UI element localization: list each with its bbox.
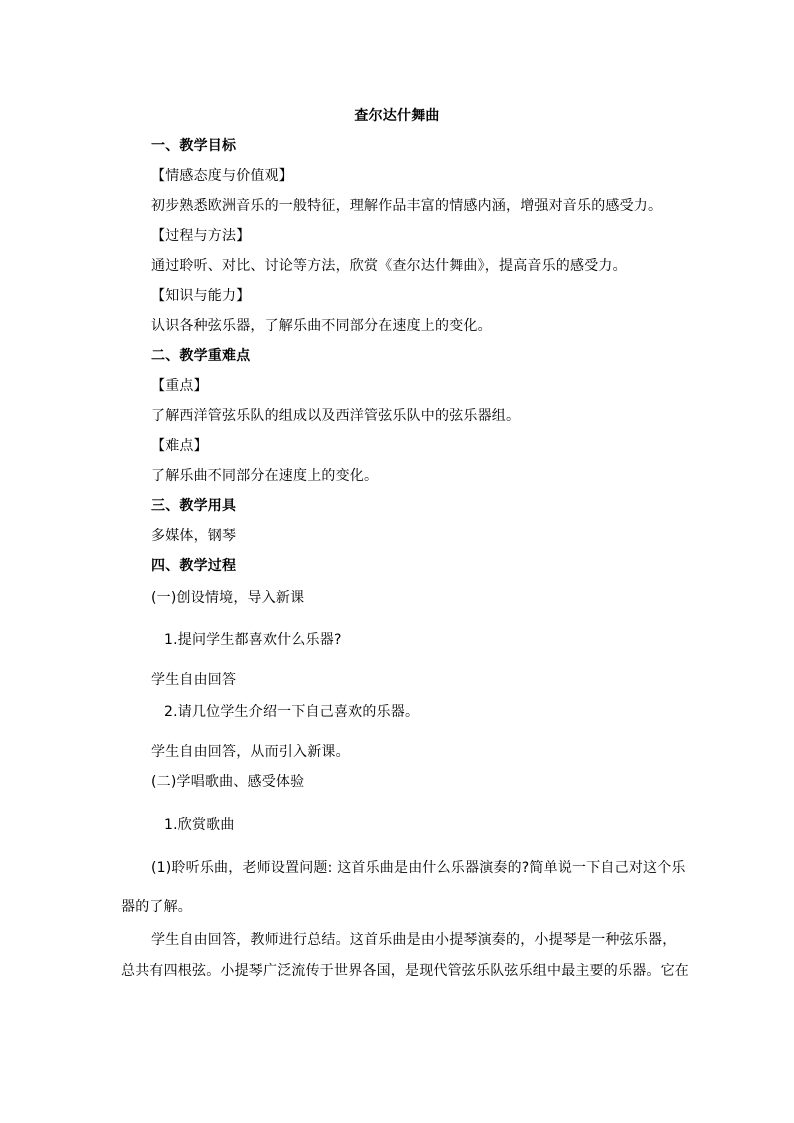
step-1: 1.欣赏歌曲 — [164, 817, 235, 833]
subsection-label-process: 【过程与方法】 — [151, 228, 251, 244]
document-title: 查尔达什舞曲 — [354, 108, 440, 124]
part-heading-intro: (一)创设情境，导入新课 — [151, 590, 305, 606]
subsection-label-focus: 【重点】 — [151, 378, 208, 394]
section-heading-objectives: 一、教学目标 — [151, 138, 237, 154]
section-heading-tools: 三、教学用具 — [151, 498, 237, 514]
subsection-label-knowledge: 【知识与能力】 — [151, 288, 251, 304]
answer-1: 学生自由回答 — [151, 672, 237, 688]
section-heading-key-points: 二、教学重难点 — [151, 348, 251, 364]
subsection-label-difficulty: 【难点】 — [151, 438, 208, 454]
subsection-label-attitude: 【情感态度与价值观】 — [151, 168, 293, 184]
paragraph-listen-line-1: (1)聆听乐曲，老师设置问题: 这首乐曲是由什么乐器演奏的?简单说一下自己对这个乐 — [151, 860, 686, 876]
paragraph-focus: 了解西洋管弦乐队的组成以及西洋管弦乐队中的弦乐器组。 — [151, 408, 521, 424]
paragraph-process: 通过聆听、对比、讨论等方法，欣赏《查尔达什舞曲》，提高音乐的感受力。 — [151, 258, 627, 274]
paragraph-summary-line-1: 学生自由回答，教师进行总结。这首乐曲是由小提琴演奏的，小提琴是一种弦乐器， — [151, 932, 677, 948]
section-heading-process: 四、教学过程 — [151, 558, 237, 574]
paragraph-knowledge: 认识各种弦乐器，了解乐曲不同部分在速度上的变化。 — [151, 318, 492, 334]
paragraph-tools: 多媒体，钢琴 — [151, 528, 237, 544]
answer-2: 学生自由回答，从而引入新课。 — [151, 744, 350, 760]
paragraph-listen-line-2: 器的了解。 — [121, 899, 192, 915]
paragraph-summary-line-2: 总共有四根弦。小提琴广泛流传于世界各国，是现代管弦乐队弦乐组中最主要的乐器。它在 — [121, 963, 689, 979]
question-1: 1.提问学生都喜欢什么乐器? — [164, 632, 342, 648]
paragraph-attitude: 初步熟悉欧洲音乐的一般特征，理解作品丰富的情感内涵，增强对音乐的感受力。 — [151, 198, 663, 214]
paragraph-difficulty: 了解乐曲不同部分在速度上的变化。 — [151, 468, 379, 484]
question-2: 2.请几位学生介绍一下自己喜欢的乐器。 — [164, 704, 420, 720]
part-heading-singing: (二)学唱歌曲、感受体验 — [151, 774, 305, 790]
